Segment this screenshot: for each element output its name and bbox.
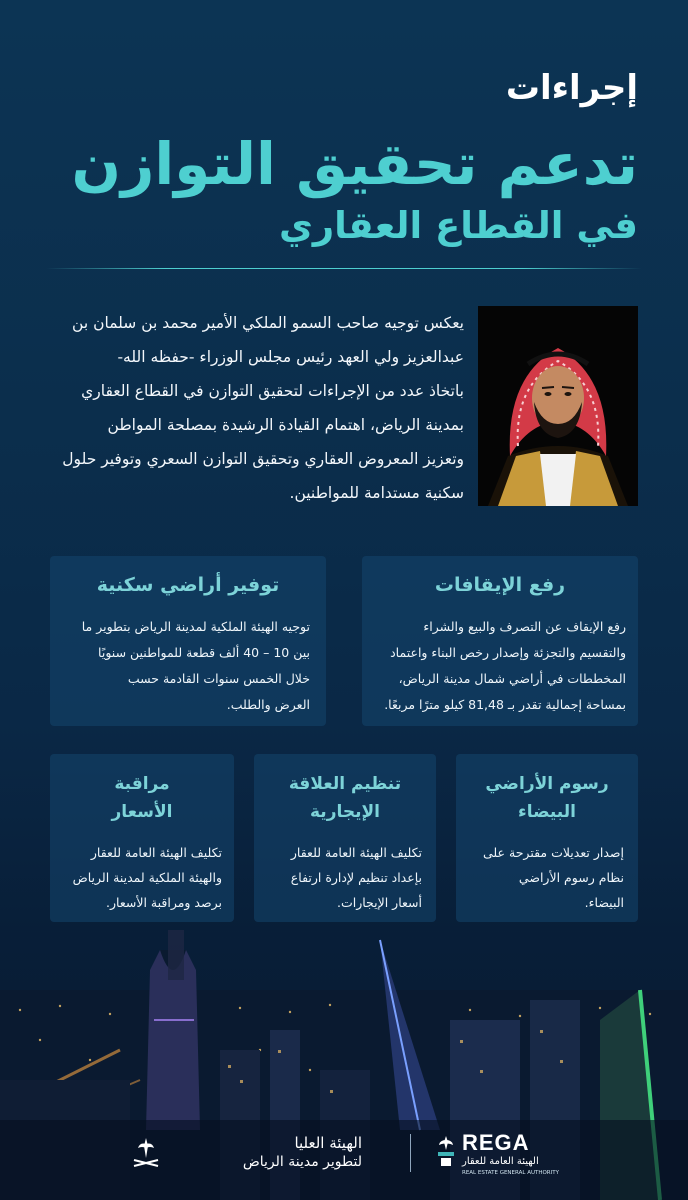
page-subtitle: في القطاع العقاري	[278, 204, 638, 247]
card-line: تكليف الهيئة العامة للعقار	[290, 845, 422, 860]
card-body	[268, 840, 422, 915]
intro-line: باتخاذ عدد من الإجراءات لتحقيق التوازن في القطاع العقاري	[81, 382, 464, 400]
intro-line: عبدالعزيز ولي العهد رئيس مجلس الوزراء -حفظه الله-	[117, 348, 464, 366]
portrait-illustration	[478, 306, 638, 506]
card-line: رفع الإيقاف عن التصرف والبيع والشراء	[423, 619, 626, 634]
card-title-line: مراقبة	[114, 774, 170, 794]
rega-english-name: REAL ESTATE GENERAL AUTHORITY	[462, 1170, 559, 1176]
card-line: البيضاء.	[584, 895, 624, 910]
card-title: توفير أراضي سكنية	[96, 574, 280, 596]
card-line: والهيئة الملكية لمدينة الرياض	[72, 870, 222, 885]
card-title	[456, 770, 638, 826]
card-title	[254, 770, 436, 826]
card-title-line: الإيجارية	[310, 802, 380, 822]
card-line: تكليف الهيئة العامة للعقار	[90, 845, 222, 860]
header-kicker: إجراءات	[505, 68, 638, 108]
card-title: رفع الإيقافات	[434, 574, 566, 596]
card-price-monitoring	[50, 754, 234, 922]
card-line: بمساحة إجمالية تقدر بـ 81,48 كيلو مترًا مربعًا.	[384, 697, 626, 712]
page-title: تدعم تحقيق التوازن	[71, 130, 638, 198]
card-line: والتقسيم والتجزئة وإصدار رخص البناء واعتماد	[390, 645, 626, 660]
card-line: أسعار الإيجارات.	[336, 895, 422, 910]
crown-prince-portrait	[478, 306, 638, 506]
saudi-emblem-icon	[130, 1136, 162, 1170]
rega-emblem-icon	[434, 1134, 458, 1168]
card-title-line: رسوم الأراضي	[485, 774, 609, 794]
card-title	[50, 770, 234, 826]
card-title-line: الأسعار	[111, 802, 173, 822]
card-lift-suspensions	[362, 556, 638, 726]
card-title-line: تنظيم العلاقة	[288, 774, 402, 794]
card-line: خلال الخمس سنوات القادمة حسب	[127, 671, 310, 686]
rcrc-name-line2: لتطوير مدينة الرياض	[242, 1154, 362, 1170]
intro-line: يعكس توجيه صاحب السمو الملكي الأمير محمد بن سلمان بن	[72, 314, 464, 332]
card-body	[470, 840, 624, 915]
intro-paragraph	[44, 306, 464, 510]
intro-line: سكنية مستدامة للمواطنين.	[289, 484, 464, 502]
card-body	[374, 614, 626, 718]
rega-arabic-name: الهيئة العامة للعقار	[462, 1156, 539, 1167]
card-body	[66, 614, 310, 718]
header-divider	[46, 268, 642, 269]
card-line: المخططات في أراضي شمال مدينة الرياض،	[398, 671, 626, 686]
card-line: بين 10 – 40 ألف قطعة للمواطنين سنويًا	[98, 645, 310, 660]
card-body	[62, 840, 222, 915]
card-line: برصد ومراقبة الأسعار.	[106, 895, 222, 910]
card-line: نظام رسوم الأراضي	[518, 870, 624, 885]
intro-line: وتعزيز المعروض العقاري وتحقيق التوازن السعري وتوفير حلول	[62, 450, 464, 468]
card-residential-land	[50, 556, 326, 726]
card-white-land-fees	[456, 754, 638, 922]
intro-line: بمدينة الرياض، اهتمام القيادة الرشيدة بمصلحة المواطن	[107, 416, 464, 434]
card-line: العرض والطلب.	[226, 697, 310, 712]
footer-divider	[410, 1134, 411, 1172]
card-title-line: البيضاء	[518, 802, 576, 822]
rcrc-name-line1: الهيئة العليا	[294, 1134, 362, 1152]
card-rental-regulation	[254, 754, 436, 922]
card-line: بإعداد تنظيم لإدارة ارتفاع	[290, 870, 422, 885]
card-line: إصدار تعديلات مقترحة على	[483, 845, 624, 860]
card-line: توجيه الهيئة الملكية لمدينة الرياض بتطوير ما	[81, 619, 310, 634]
rega-acronym: REGA	[462, 1130, 530, 1155]
